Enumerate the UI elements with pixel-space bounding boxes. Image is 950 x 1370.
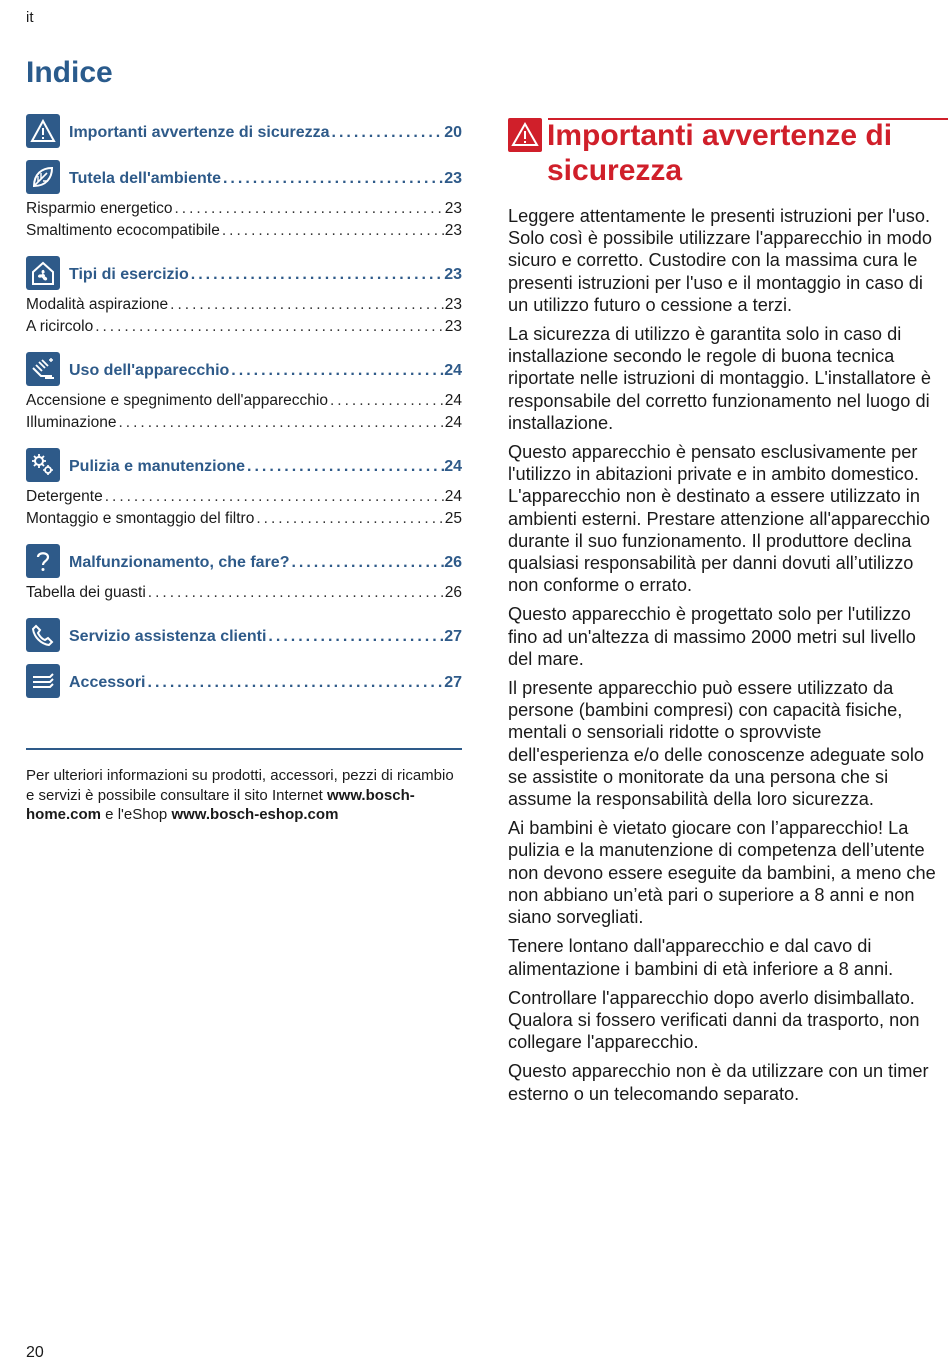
toc-subitem[interactable]: Risparmio energetico ..... 23: [26, 198, 462, 220]
toc-subitem[interactable]: Illuminazione ..... 24: [26, 412, 462, 434]
page-number: 20: [26, 1344, 44, 1361]
toc-link-usage[interactable]: Uso dell'apparecchio ..... 24: [69, 362, 462, 380]
paragraph: Questo apparecchio è pensato esclusivamente per l'utilizzo in abitazioni private e in ambito domestico. L'apparecchio non è destinato a essere utilizzato in ambienti esterni. Prestare attenzione all'apparecchio durante il suo funzionamento. Il produttore declina qualsiasi responsabilità per danni dovuti all’utilizzo non conforme o errato.: [508, 442, 931, 596]
phone-icon: [26, 618, 60, 652]
paragraph: Tenere lontano dall'apparecchio e dal cavo di alimentazione i bambini di età inferiore a 8 anni.: [508, 936, 894, 979]
warning-icon: [26, 114, 60, 148]
toc-section-troubleshooting: [26, 544, 462, 604]
paragraph: Leggere attentamente le presenti istruzioni per l'uso. Solo così è possibile utilizzare l'apparecchio in modo sicuro e corretto. Custodire con la massima cura le presenti istruzioni per l'uso e il montaggio in caso di un utilizzo futuro o cessione a terzi.: [508, 206, 933, 315]
toc-subitem[interactable]: Modalità aspirazione ..... 23: [26, 294, 462, 316]
toc-section-operation-modes: [26, 256, 462, 338]
toc-link-environment[interactable]: Tutela dell'ambiente ..... 23: [69, 170, 462, 188]
toc-link-accessories[interactable]: Accessori ..... 27: [69, 674, 462, 692]
paragraph: La sicurezza di utilizzo è garantita solo in caso di installazione secondo le regole di buona tecnica riportate nelle istruzioni di montaggio. L'installatore è responsabile del corretto funzionamento nel luogo di installazione.: [508, 324, 932, 433]
toc-section-safety: [26, 114, 462, 152]
warning-icon: [508, 118, 542, 152]
safety-body: [508, 205, 942, 1112]
leaf-icon: [26, 160, 60, 194]
toc-subitem[interactable]: Accensione e spegnimento dell'apparecchio ..... 24: [26, 390, 462, 412]
toc-section-usage: [26, 352, 462, 434]
more-info-text: Per ulteriori informazioni su prodotti, accessori, pezzi di ricambio e servizi è possibile consultare il sito Internet www.bosch-home.com e l'eShop www.bosch-eshop.com: [26, 767, 454, 823]
toc-subitem[interactable]: Detergente ..... 24: [26, 486, 462, 508]
toc-section-cleaning: [26, 448, 462, 530]
page-title: Indice: [26, 56, 113, 89]
toc-subitem[interactable]: A ricircolo ..... 23: [26, 316, 462, 338]
question-icon: [26, 544, 60, 578]
toc-link-cleaning[interactable]: Pulizia e manutenzione ..... 24: [69, 458, 462, 476]
hood-fan-icon: [26, 256, 60, 290]
stack-icon: [26, 664, 60, 698]
language-code: it: [26, 9, 34, 26]
paragraph: Il presente apparecchio può essere utilizzato da persone (bambini compresi) con capacità fisiche, mentali o sensoriali ridotte o sprovviste dell'esperienza e/o delle conoscenze adeguate solo se assistite o monitorate da una persona che si assume la responsabilità della loro sicurezza.: [508, 678, 925, 810]
toc-section-customer-service: [26, 618, 462, 656]
toc-link-customer-service[interactable]: Servizio assistenza clienti ..... 27: [69, 628, 462, 646]
paragraph: Ai bambini è vietato giocare con l’apparecchio! La pulizia e la manutenzione di competenza dell’utente non devono essere eseguite da bambini, a meno che non abbiano un’età pari o superiore a 8 anni e non siano sorvegliati.: [508, 818, 936, 928]
gears-icon: [26, 448, 60, 482]
toc-link-operation-modes[interactable]: Tipi di esercizio ..... 23: [69, 266, 462, 284]
hand-touch-icon: [26, 352, 60, 386]
toc-section-environment: [26, 160, 462, 242]
paragraph: Controllare l'apparecchio dopo averlo disimballato. Qualora si fossero verificati danni da trasporto, non collegare l'apparecchio.: [508, 987, 920, 1053]
toc-subitem[interactable]: Montaggio e smontaggio del filtro ..... 25: [26, 508, 462, 530]
eshop-link[interactable]: www.bosch-eshop.com: [171, 806, 339, 823]
toc-link-troubleshooting[interactable]: Malfunzionamento, che fare? ..... 26: [69, 554, 462, 572]
divider: [26, 748, 462, 750]
website-link[interactable]: www.bosch-home.com: [26, 786, 415, 823]
paragraph: Questo apparecchio non è da utilizzare con un timer esterno o un telecomando separato.: [508, 1061, 929, 1104]
safety-title: Importanti avvertenze di sicurezza: [547, 119, 893, 187]
table-of-contents: [26, 114, 462, 702]
toc-subitem[interactable]: Tabella dei guasti ..... 26: [26, 582, 462, 604]
toc-link-safety[interactable]: Importanti avvertenze di sicurezza ..... 20: [69, 124, 462, 142]
toc-section-accessories: [26, 664, 462, 702]
paragraph: Questo apparecchio è progettato solo per l'utilizzo fino ad un'altezza di massimo 2000 metri sul livello del mare.: [508, 604, 916, 669]
toc-subitem[interactable]: Smaltimento ecocompatibile ..... 23: [26, 220, 462, 242]
